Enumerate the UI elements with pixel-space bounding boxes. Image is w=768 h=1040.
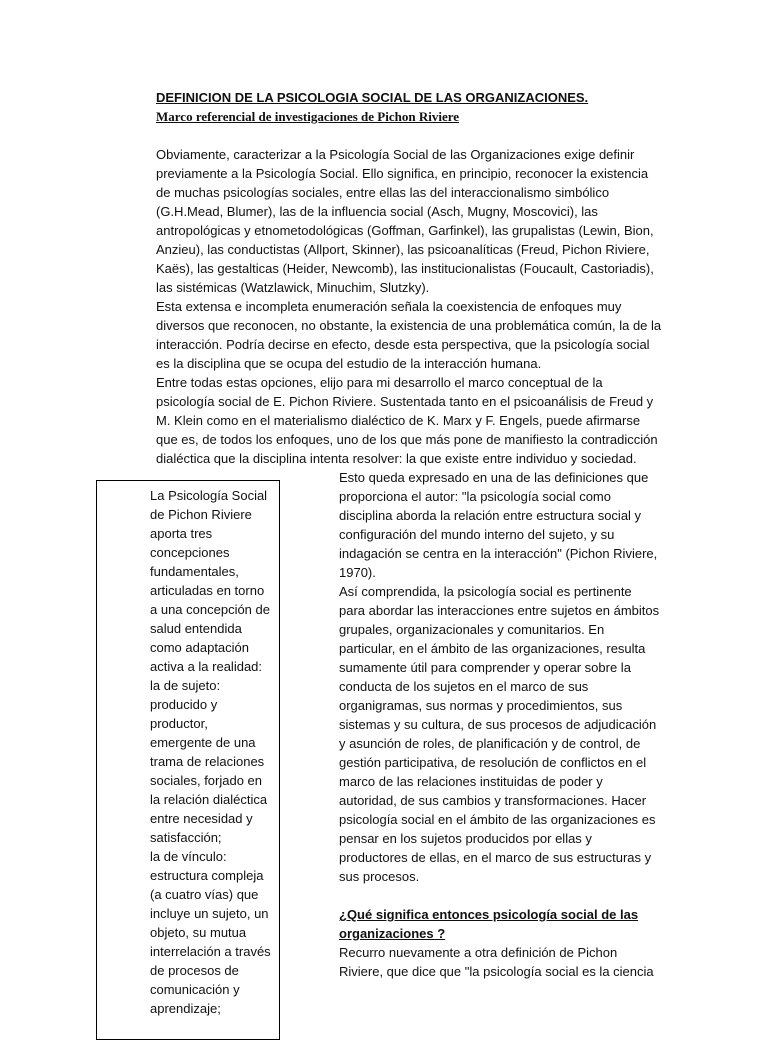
paragraph-gap	[339, 886, 659, 905]
section-heading: organizaciones ?	[339, 926, 446, 941]
sidebar-line: incluye un sujeto, un	[150, 906, 269, 921]
document-subtitle: Marco referencial de investigaciones de Pichon Riviere	[156, 109, 460, 124]
text-line: Esta extensa e incompleta enumeración señala la coexistencia de enfoques muy	[156, 299, 622, 314]
text-line: para abordar las interacciones entre sujetos en ámbitos	[339, 603, 660, 618]
text-line: disciplina aborda la relación entre estructura social y	[339, 508, 642, 523]
text-line: Obviamente, caracterizar a la Psicología Social de las Organizaciones exige definir	[156, 147, 635, 162]
sidebar-line: fundamentales,	[150, 564, 239, 579]
sidebar-line: entre necesidad y	[150, 811, 253, 826]
section-heading: ¿Qué significa entonces psicología social de las	[339, 907, 639, 922]
sidebar-line: sociales, forjado en	[150, 773, 263, 788]
text-line: grupales, organizacionales y comunitarios. En	[339, 622, 605, 637]
text-line: proporciona el autor: "la psicología social como	[339, 489, 611, 504]
text-line: conducta de los sujetos en el marco de sus	[339, 679, 589, 694]
sidebar-line: comunicación y	[150, 982, 240, 997]
sidebar-line: como adaptación	[150, 640, 250, 655]
sidebar-line: trama de relaciones	[150, 754, 265, 769]
text-line: Entre todas estas opciones, elijo para mi desarrollo el marco conceptual de la	[156, 375, 603, 390]
sidebar-line: de procesos de	[150, 963, 239, 978]
sidebar-line: de Pichon Riviere	[150, 507, 252, 522]
sidebar-line: objeto, su mutua	[150, 925, 247, 940]
sidebar-line: la de vínculo:	[150, 849, 227, 864]
text-line: Riviere, que dice que "la psicología social es la ciencia	[339, 964, 654, 979]
sidebar-line: articuladas en torno	[150, 583, 265, 598]
sidebar-line: a una concepción de	[150, 602, 270, 617]
text-line: antropológicas y etnometodológicas (Goffman, Garfinkel), las grupalistas (Lewin, Bion,	[156, 223, 654, 238]
sidebar-line: productor,	[150, 716, 208, 731]
sidebar-line: activa a la realidad:	[150, 659, 263, 674]
text-line: organigramas, sus normas y procedimientos, sus	[339, 698, 623, 713]
text-line: configuración del mundo interno del sujeto, y su	[339, 527, 615, 542]
text-line: interacción. Podría decirse en efecto, desde esta perspectiva, que la psicología social	[156, 337, 650, 352]
text-line: particular, en el ámbito de las organizaciones, resulta	[339, 641, 646, 656]
text-line: sus procesos.	[339, 869, 420, 884]
text-line: previamente a la Psicología Social. Ello significa, en principio, reconocer la existencia	[156, 166, 649, 181]
sidebar-line: La Psicología Social	[150, 488, 268, 503]
text-line: autoridad, de sus cambios y transformaciones. Hacer	[339, 793, 647, 808]
text-line: productores de ellas, en el marco de sus estructuras y	[339, 850, 652, 865]
right-column	[339, 468, 659, 981]
text-line: es la disciplina que se ocupa del estudio de la interacción humana.	[156, 356, 542, 371]
sidebar-line: (a cuatro vías) que	[150, 887, 259, 902]
sidebar-line: la relación dialéctica	[150, 792, 268, 807]
text-line: y asunción de roles, de planificación y de control, de	[339, 736, 641, 751]
text-line: 1970).	[339, 565, 376, 580]
text-line: pensar en los sujetos producidos por ellas y	[339, 831, 592, 846]
text-line: sistemas y su cultura, de sus procesos de adjudicación	[339, 717, 657, 732]
sidebar-line: aprendizaje;	[150, 1001, 221, 1016]
text-line: marco de las relaciones instituidas de poder y	[339, 774, 603, 789]
text-line: gestión participativa, de resolución de conflictos en el	[339, 755, 647, 770]
text-line: (G.H.Mead, Blumer), las de la influencia social (Asch, Mugny, Moscovici), las	[156, 204, 598, 219]
text-line: Esto queda expresado en una de las definiciones que	[339, 470, 649, 485]
text-line: psicología social de E. Pichon Riviere. Sustentada tanto en el psicoanálisis de Freud y	[156, 394, 654, 409]
sidebar-line: salud entendida	[150, 621, 242, 636]
text-line: Así comprendida, la psicología social es pertinente	[339, 584, 632, 599]
intro-paragraph	[156, 145, 666, 468]
sidebar-line: satisfacción;	[150, 830, 222, 845]
text-line: indagación se centra en la interacción" (Pichon Riviere,	[339, 546, 658, 561]
sidebar-line: emergente de una	[150, 735, 256, 750]
text-line: las sistémicas (Watzlawick, Minuchim, Slutzky).	[156, 280, 430, 295]
sidebar-line: producido y	[150, 697, 218, 712]
text-line: Anzieu), las conductistas (Allport, Skinner), las psicoanalíticas (Freud, Pichon Riviere,	[156, 242, 650, 257]
sidebar-line: aporta tres	[150, 526, 213, 541]
text-line: M. Klein como en el materialismo dialéctico de K. Marx y F. Engels, puede afirmarse	[156, 413, 641, 428]
text-line: dialéctica que la disciplina intenta resolver: la que existe entre individuo y sociedad.	[156, 451, 637, 466]
text-line: sumamente útil para comprender y operar sobre la	[339, 660, 631, 675]
sidebar-line: estructura compleja	[150, 868, 264, 883]
text-line: diversos que reconocen, no obstante, la existencia de una problemática común, la de la	[156, 318, 662, 333]
text-line: de muchas psicologías sociales, entre ellas las del interaccionalismo simbólico	[156, 185, 610, 200]
text-line: que es, de todos los enfoques, uno de los que más pone de manifiesto la contradicción	[156, 432, 658, 447]
sidebar-line: interrelación a través	[150, 944, 271, 959]
sidebar-line: la de sujeto:	[150, 678, 221, 693]
sidebar-text	[150, 486, 271, 1018]
text-line: psicología social en el ámbito de las organizaciones es	[339, 812, 656, 827]
sidebar-line: concepciones	[150, 545, 230, 560]
text-line: Kaës), las gestalticas (Heider, Newcomb), las institucionalistas (Foucault, Castoriadis),	[156, 261, 654, 276]
text-line: Recurro nuevamente a otra definición de Pichon	[339, 945, 618, 960]
document-title: DEFINICION DE LA PSICOLOGIA SOCIAL DE LAS ORGANIZACIONES.	[156, 90, 589, 105]
